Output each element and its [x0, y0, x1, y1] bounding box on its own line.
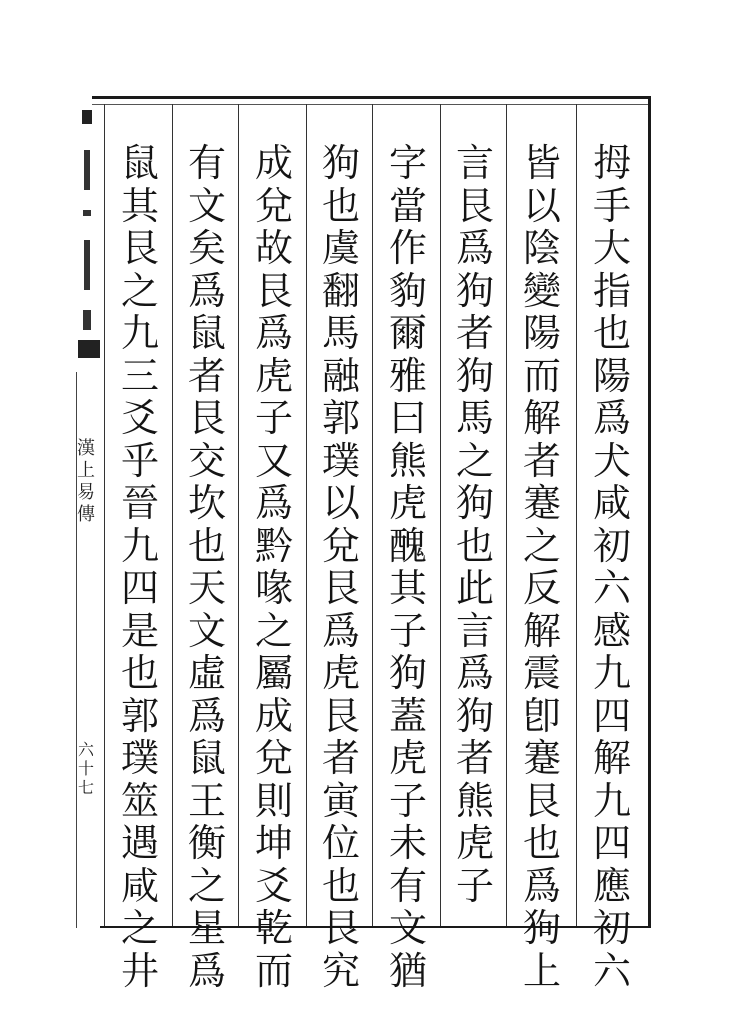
character: 天: [187, 566, 226, 610]
character: 爻: [254, 863, 293, 908]
right-border: [648, 96, 651, 928]
character: 三: [120, 353, 159, 398]
character: 四: [592, 693, 631, 738]
character: 成: [254, 141, 293, 185]
character: 爲: [187, 268, 226, 313]
character: 井: [120, 948, 159, 993]
character: 究: [321, 948, 360, 993]
character: 者: [522, 438, 561, 483]
character: 未: [388, 821, 427, 865]
character: 艮: [254, 268, 293, 313]
character: 艮: [455, 183, 494, 228]
character: 晉: [120, 481, 159, 525]
character: 故: [254, 226, 293, 270]
character: 矣: [187, 226, 226, 270]
text-column-2: [513, 141, 571, 993]
character: 爲: [592, 396, 631, 440]
column-rule: [440, 104, 441, 926]
character: 當: [388, 183, 427, 228]
fishtail-mark-icon: [80, 110, 94, 340]
character: 則: [254, 778, 293, 823]
character: 以: [522, 183, 561, 228]
character: 蹇: [522, 736, 561, 780]
character: 虛: [187, 651, 226, 695]
character: 九: [592, 778, 631, 823]
character: 筮: [120, 778, 159, 823]
character: 上: [522, 948, 561, 993]
column-rule: [506, 104, 507, 926]
character: 王: [187, 778, 226, 823]
character: 文: [187, 183, 226, 228]
character: 之: [120, 268, 159, 313]
character: 而: [254, 948, 293, 993]
character: 也: [187, 523, 226, 568]
character: 坤: [254, 821, 293, 865]
character: 其: [120, 183, 159, 228]
character: 喙: [254, 566, 293, 610]
margin-character: 七: [77, 778, 94, 797]
character: 翻: [321, 268, 360, 313]
character: 艮: [120, 226, 159, 270]
character: 皆: [522, 141, 561, 185]
character: 馬: [321, 311, 360, 355]
text-column-8: [111, 141, 169, 993]
margin-character: 漢: [77, 438, 95, 459]
character: 言: [455, 141, 494, 185]
character: 星: [187, 906, 226, 950]
character: 咸: [592, 481, 631, 525]
character: 郭: [120, 693, 159, 738]
character: 之: [120, 906, 159, 950]
character: 初: [592, 523, 631, 568]
character: 雅: [388, 353, 427, 398]
character: 兌: [321, 523, 360, 568]
character: 爲: [187, 693, 226, 738]
text-column-6: [245, 141, 303, 993]
top-inner-border: [92, 104, 650, 105]
character: 醜: [388, 523, 427, 568]
character: 爲: [321, 608, 360, 653]
text-column-3: [446, 142, 504, 922]
character: 震: [522, 651, 561, 695]
character: 解: [592, 736, 631, 780]
character: 解: [522, 608, 561, 653]
character: 狗: [455, 693, 494, 738]
character: 爲: [455, 226, 494, 270]
character: 艮: [321, 906, 360, 950]
margin-character: 傳: [77, 504, 95, 525]
character: 六: [592, 948, 631, 993]
character: 艮: [187, 396, 226, 440]
character: 子: [254, 396, 293, 440]
character: 乎: [120, 438, 159, 483]
column-rule: [372, 104, 373, 926]
character: 狗: [455, 268, 494, 313]
character: 反: [522, 566, 561, 610]
character: 卽: [522, 693, 561, 738]
character: 也: [120, 651, 159, 695]
character: 虎: [254, 353, 293, 398]
character: 成: [254, 693, 293, 738]
character: 郭: [321, 396, 360, 440]
character: 也: [592, 311, 631, 355]
column-rule: [104, 104, 105, 926]
character: 四: [120, 566, 159, 610]
column-rule: [238, 104, 239, 926]
character: 者: [455, 736, 494, 780]
character: 子: [388, 778, 427, 823]
character: 六: [592, 566, 631, 610]
character: 虎: [455, 821, 494, 865]
character: 九: [120, 311, 159, 355]
character: 子: [388, 608, 427, 653]
character: 初: [592, 906, 631, 950]
character: 熊: [388, 438, 427, 483]
character: 指: [592, 268, 631, 313]
character: 爲: [254, 481, 293, 525]
character: 爾: [388, 311, 427, 355]
character: 九: [120, 523, 159, 568]
character: 位: [321, 821, 360, 865]
character: 曰: [388, 396, 427, 440]
character: 解: [522, 396, 561, 440]
character: 之: [522, 523, 561, 568]
character: 者: [187, 353, 226, 398]
text-column-5: [312, 141, 370, 993]
character: 鼠: [120, 141, 159, 185]
character: 言: [455, 608, 494, 653]
character: 是: [120, 608, 159, 653]
character: 寅: [321, 778, 360, 823]
margin-character: 易: [77, 482, 95, 503]
character: 犬: [592, 438, 631, 483]
character: 手: [592, 183, 631, 228]
character: 黔: [254, 523, 293, 568]
margin-character: 六: [77, 740, 94, 759]
character: 交: [187, 438, 226, 483]
character: 坎: [187, 481, 226, 525]
character: 也: [455, 523, 494, 568]
character: 之: [187, 863, 226, 908]
character: 以: [321, 481, 360, 525]
character: 也: [321, 183, 360, 228]
character: 變: [522, 268, 561, 313]
character: 作: [388, 226, 427, 270]
character: 之: [455, 438, 494, 483]
character: 文: [388, 906, 427, 950]
character: 有: [187, 141, 226, 185]
top-border: [92, 96, 650, 99]
character: 馬: [455, 396, 494, 440]
character: 也: [321, 863, 360, 908]
character: 陰: [522, 226, 561, 270]
character: 兌: [254, 183, 293, 228]
character: 衡: [187, 821, 226, 865]
text-column-4: [379, 141, 437, 993]
character: 感: [592, 608, 631, 653]
character: 爻: [120, 396, 159, 440]
character: 虞: [321, 226, 360, 270]
character: 陽: [522, 311, 561, 355]
character: 狗: [455, 353, 494, 398]
character: 虎: [388, 736, 427, 780]
character: 有: [388, 863, 427, 908]
character: 豿: [388, 268, 427, 313]
character: 爲: [455, 651, 494, 695]
character: 屬: [254, 651, 293, 695]
character: 艮: [321, 566, 360, 610]
character: 子: [455, 863, 494, 908]
character: 狗: [321, 141, 360, 185]
character: 爲: [522, 863, 561, 908]
character: 四: [592, 821, 631, 865]
character: 者: [321, 736, 360, 780]
character: 艮: [321, 693, 360, 738]
character: 兌: [254, 736, 293, 780]
character: 融: [321, 353, 360, 398]
character: 鼠: [187, 736, 226, 780]
column-rule: [306, 104, 307, 926]
character: 陽: [592, 353, 631, 398]
character: 璞: [120, 736, 159, 780]
character: 而: [522, 353, 561, 398]
character: 猶: [388, 948, 427, 993]
margin-character: 十: [77, 759, 94, 778]
character: 之: [254, 608, 293, 653]
column-rule: [576, 104, 577, 926]
character: 字: [388, 141, 427, 185]
character: 乾: [254, 906, 293, 950]
character: 爲: [254, 311, 293, 355]
character: 虎: [321, 651, 360, 695]
margin-page-number: [74, 740, 98, 797]
character: 文: [187, 608, 226, 653]
character: 此: [455, 566, 494, 610]
text-column-7: [178, 141, 236, 993]
character: 大: [592, 226, 631, 270]
character: 蹇: [522, 481, 561, 525]
character: 又: [254, 438, 293, 483]
character: 者: [455, 311, 494, 355]
character: 也: [522, 821, 561, 865]
column-rule: [172, 104, 173, 926]
character: 九: [592, 651, 631, 695]
character: 其: [388, 566, 427, 610]
character: 咸: [120, 863, 159, 908]
character: 拇: [592, 141, 631, 185]
character: 狗: [455, 481, 494, 525]
margin-character: 上: [77, 460, 95, 481]
margin-block-mark: [78, 340, 100, 358]
character: 爲: [187, 948, 226, 993]
text-column-1: [583, 141, 641, 993]
character: 遇: [120, 821, 159, 865]
character: 虎: [388, 481, 427, 525]
character: 鼠: [187, 311, 226, 355]
character: 應: [592, 863, 631, 908]
character: 璞: [321, 438, 360, 483]
character: 蓋: [388, 693, 427, 738]
margin-book-title: [74, 438, 98, 526]
character: 狗: [388, 651, 427, 695]
character: 熊: [455, 778, 494, 823]
character: 狗: [522, 906, 561, 950]
character: 艮: [522, 778, 561, 823]
